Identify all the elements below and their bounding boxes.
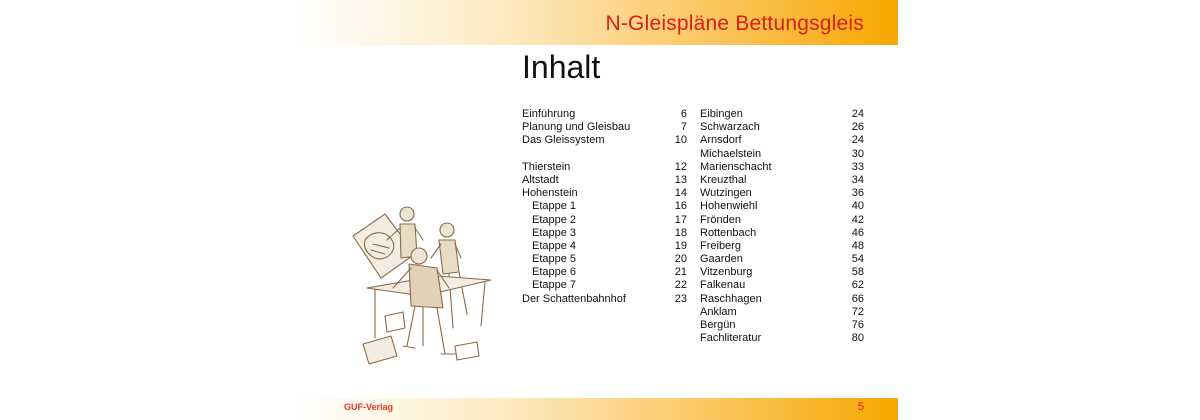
toc-page-number: 13 [674,173,687,186]
page-number: 5 [857,401,864,413]
header-band [300,0,898,45]
toc-page-number: 7 [680,121,687,134]
toc-entry[interactable] [700,332,864,345]
toc-page-number: 30 [851,147,864,160]
toc-label: Fachliteratur [700,332,762,345]
document-title: N-Gleispläne Bettungsgleis [605,12,864,35]
toc-page-number: 12 [674,160,687,173]
toc-label: Arnsdorf [700,134,742,147]
toc-label: Das Gleissystem [522,134,605,147]
toc-entry[interactable] [700,161,864,174]
toc-page-number: 18 [674,226,687,239]
toc-page-number: 54 [851,253,864,266]
toc-page-number: 58 [851,266,864,279]
toc-page-number: 24 [851,134,864,147]
toc-label: Michaelstein [700,147,762,160]
toc-label: Einführung [522,108,576,120]
toc-page-number: 24 [851,108,864,120]
toc-label: Falkenau [700,279,746,292]
toc-page-number: 72 [851,305,864,318]
toc-entry[interactable] [522,187,687,200]
toc-entry[interactable] [700,214,864,227]
toc-entry[interactable] [700,121,864,134]
toc-label: Etappe 6 [532,266,577,279]
toc-label: Wutzingen [700,187,752,200]
page-heading: Inhalt [522,49,601,85]
toc-subentry[interactable] [522,253,687,266]
toc-page-number: 36 [851,187,864,200]
toc-page-number: 76 [851,319,864,331]
toc-page-number: 23 [674,292,687,305]
toc-entry[interactable] [700,253,864,266]
toc-page-number: 14 [674,187,687,200]
toc-page-number: 46 [851,226,864,239]
toc-entry[interactable] [700,148,864,161]
toc-page-number: 40 [851,200,864,213]
toc-page-number: 42 [851,213,864,226]
toc-label: Altstadt [522,173,559,186]
toc-label: Planung und Gleisbau [522,121,631,134]
toc-label: Hohenstein [522,187,578,200]
toc-page-number: 20 [674,253,687,266]
toc-label: Etappe 5 [532,253,577,266]
toc-page-number: 62 [851,279,864,292]
toc-page-number: 21 [674,266,687,279]
toc-page-number: 6 [680,108,687,120]
toc-label: Schwarzach [700,121,760,134]
toc-page-number: 33 [851,160,864,173]
toc-page-number: 66 [851,292,864,305]
toc-label: Etappe 7 [532,279,577,292]
toc-entry[interactable] [700,240,864,253]
toc-label: Etappe 3 [532,226,577,239]
toc-subentry[interactable] [522,200,687,213]
toc-page-number: 17 [674,213,687,226]
toc-entry[interactable] [700,200,864,213]
toc-entry[interactable] [700,319,864,332]
toc-label: Kreuzthal [700,173,747,186]
toc-label: Etappe 4 [532,239,577,252]
toc-entry[interactable] [700,293,864,306]
toc-page-number: 34 [851,173,864,186]
toc-entry[interactable] [700,134,864,147]
toc-subentry[interactable] [522,240,687,253]
toc-page-number: 19 [674,239,687,252]
toc-label: Anklam [700,305,737,318]
toc-entry[interactable] [700,279,864,292]
publisher-name: GUF-Verlag [344,402,394,412]
toc-label: Raschhagen [700,292,762,305]
footer-band [300,398,898,420]
toc-label: Thierstein [522,160,571,173]
toc-entry[interactable] [522,121,687,134]
toc-entry[interactable] [522,174,687,187]
toc-entry[interactable] [522,108,687,121]
toc-subentry[interactable] [522,266,687,279]
toc-subentry[interactable] [522,227,687,240]
toc-label: Frönden [700,213,741,226]
toc-page-number: 26 [851,121,864,134]
toc-page-number: 10 [674,134,687,147]
toc-label: Gaarden [700,253,743,266]
men-with-blueprint-illustration [345,196,495,371]
toc-entry[interactable] [700,108,864,121]
toc-entry[interactable] [522,161,687,174]
toc-spacer [522,148,687,161]
toc-label: Bergün [700,319,736,331]
toc-column-right [700,108,864,345]
toc-subentry[interactable] [522,279,687,292]
toc-page-number: 80 [851,332,864,345]
toc-entry[interactable] [700,187,864,200]
toc-entry[interactable] [700,227,864,240]
toc-label: Der Schattenbahnhof [522,292,626,305]
toc-entry[interactable] [700,266,864,279]
toc-entry[interactable] [522,293,687,306]
toc-label: Freiberg [700,239,741,252]
toc-label: Etappe 1 [532,200,577,213]
toc-label: Etappe 2 [532,213,577,226]
toc-label: Rottenbach [700,226,757,239]
toc-column-left [522,108,687,306]
toc-entry[interactable] [700,306,864,319]
toc-label: Vitzenburg [700,266,753,279]
toc-page-number: 22 [674,279,687,292]
toc-subentry[interactable] [522,214,687,227]
toc-entry[interactable] [522,134,687,147]
toc-page-number: 16 [674,200,687,213]
toc-page-number: 48 [851,239,864,252]
toc-label: Eibingen [700,108,743,120]
toc-label: Hohenwiehl [700,200,758,213]
toc-entry[interactable] [700,174,864,187]
toc-label: Marienschacht [700,160,772,173]
